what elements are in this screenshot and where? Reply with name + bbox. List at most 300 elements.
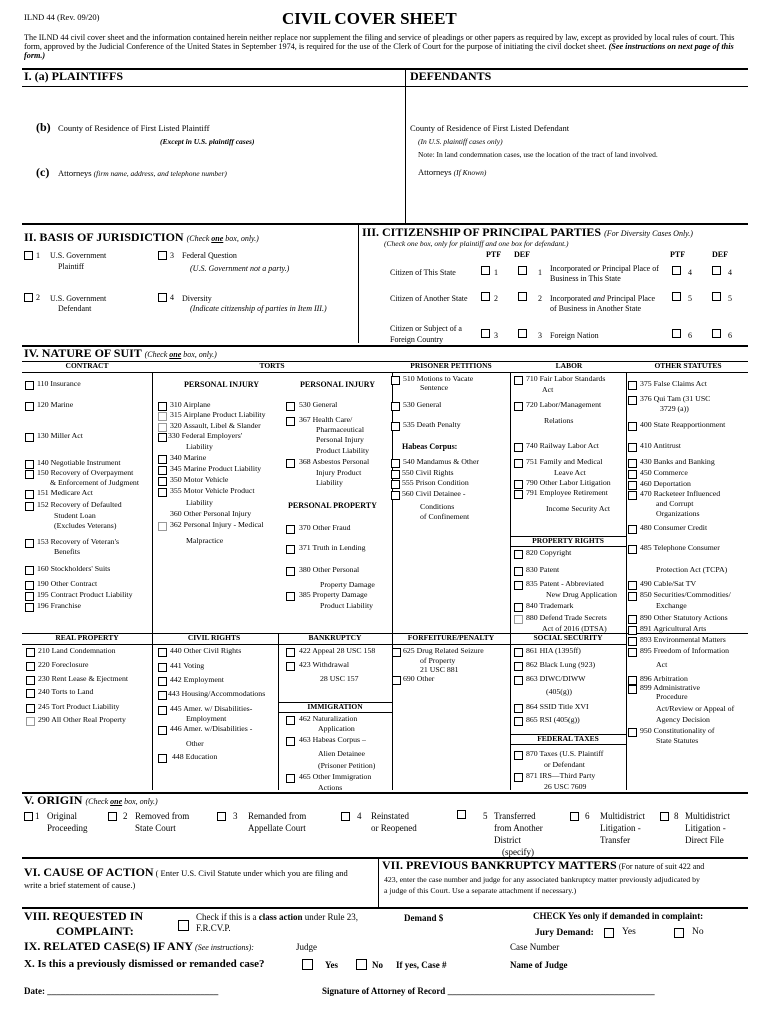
bankruptcy-item-0-checkbox[interactable] xyxy=(286,648,295,657)
property-item-1-checkbox[interactable] xyxy=(514,567,523,576)
other-item-20-checkbox[interactable] xyxy=(628,648,637,657)
contract-item-0-checkbox[interactable] xyxy=(25,381,34,390)
pi-item-2-checkbox[interactable] xyxy=(158,423,167,432)
other-item-6: 450 Commerce xyxy=(640,468,688,477)
federal_tax-item-2-checkbox[interactable] xyxy=(514,773,523,782)
citizen-another-state-ptf[interactable] xyxy=(481,292,490,301)
property-item-4-checkbox[interactable] xyxy=(514,603,523,612)
signature-field[interactable]: Signature of Attorney of Record ______________________________________________ xyxy=(322,986,655,996)
incorporated-another-state-def[interactable] xyxy=(712,292,721,301)
origin-5-sub: from Another xyxy=(494,823,543,833)
real-item-1: 220 Foreclosure xyxy=(38,660,89,669)
prisoner-item-0: 510 Motions to Vacate xyxy=(403,374,474,383)
pi-item-0: 310 Airplane xyxy=(170,400,211,409)
pi-item-10: 360 Other Personal Injury xyxy=(170,509,252,518)
contract-item-1-checkbox[interactable] xyxy=(25,402,34,411)
labor-item-0: 710 Fair Labor Standards xyxy=(526,374,606,383)
prisoner-item-0-checkbox[interactable] xyxy=(391,376,400,385)
labor-item-2-checkbox[interactable] xyxy=(514,402,523,411)
prisoner-item-5-checkbox[interactable] xyxy=(391,470,400,479)
other-item-15: 850 Securities/Commodities/ xyxy=(640,590,731,599)
labor-item-8: 791 Employee Retirement xyxy=(526,488,608,497)
incorporated-another-state-ptf[interactable] xyxy=(672,292,681,301)
personal-property-header: PERSONAL PROPERTY xyxy=(288,501,377,510)
ptf-header: PTF xyxy=(486,250,502,259)
contract-item-3-checkbox[interactable] xyxy=(25,460,34,469)
immigration-item-0-checkbox[interactable] xyxy=(286,716,295,725)
pi-item-7-checkbox[interactable] xyxy=(158,477,167,486)
contract-item-5: & Enforcement of Judgment xyxy=(50,478,139,487)
origin-1-num: 1 xyxy=(35,811,40,821)
torts-header: TORTS xyxy=(259,361,285,370)
other-item-16: Exchange xyxy=(656,601,687,610)
contract-item-11: Benefits xyxy=(54,547,80,556)
citizen-this-state-ptf[interactable] xyxy=(481,266,490,275)
contract-item-7: 152 Recovery of Defaulted xyxy=(37,500,122,509)
jurisdiction-3-checkbox[interactable] xyxy=(158,251,167,260)
jurisdiction-2-checkbox[interactable] xyxy=(24,293,33,302)
federal-taxes-header-box xyxy=(510,734,626,745)
pi-item-1-checkbox[interactable] xyxy=(158,412,167,421)
other-item-3: 400 State Reapportionment xyxy=(640,420,726,429)
other-item-0-checkbox[interactable] xyxy=(628,381,637,390)
jurisdiction-4-num: 4 xyxy=(170,293,174,302)
dismissed-case-label: If yes, Case # xyxy=(396,960,447,970)
pi-item-1: 315 Airplane Product Liability xyxy=(170,410,266,419)
jury-yes-label: Yes xyxy=(622,927,636,937)
social-item-1-checkbox[interactable] xyxy=(514,662,523,671)
origin-2-num: 2 xyxy=(123,811,128,821)
real-item-1-checkbox[interactable] xyxy=(26,662,35,671)
contract-item-9: (Excludes Veterans) xyxy=(54,521,117,530)
other-item-2: 3729 (a)) xyxy=(660,404,689,413)
requested-sub: COMPLAINT: xyxy=(56,924,134,938)
jurisdiction-4-label: Diversity xyxy=(182,294,212,303)
pi-item-6-checkbox[interactable] xyxy=(158,466,167,475)
plaintiff-county-label: County of Residence of First Listed Plaintiff xyxy=(58,123,210,133)
other-item-22-checkbox[interactable] xyxy=(628,676,637,685)
r1-ptf-num: 1 xyxy=(494,268,498,277)
other-item-12-checkbox[interactable] xyxy=(628,545,637,554)
prisoner-item-8: Conditions xyxy=(420,502,455,511)
def-header: DEF xyxy=(514,250,530,259)
real-item-5-checkbox[interactable] xyxy=(26,717,35,726)
pi2-item-8: 370 Other Fraud xyxy=(299,523,351,532)
previous-bankruptcy-sub2: a judge of this Court. Use a separate attachment if necessary.) xyxy=(384,886,577,895)
origin-4-num: 4 xyxy=(357,811,362,821)
prisoner-item-2: 530 General xyxy=(403,400,442,409)
jury-yes-checkbox[interactable] xyxy=(604,928,614,938)
real-property-header: REAL PROPERTY xyxy=(55,633,119,642)
civil-item-8: 448 Education xyxy=(172,752,218,761)
other-item-15-checkbox[interactable] xyxy=(628,592,637,601)
property-item-5-checkbox[interactable] xyxy=(514,615,523,624)
other-item-20: 895 Freedom of Information xyxy=(640,646,729,655)
incorporated-another-state-label: Incorporated and Principal Place xyxy=(550,294,656,303)
civil-item-6-checkbox[interactable] xyxy=(158,726,167,735)
demand-label: Demand $ xyxy=(404,913,444,923)
r3-ptf-num-2: 6 xyxy=(688,331,692,340)
defendants-label: DEFENDANTS xyxy=(410,69,492,83)
social-item-4-checkbox[interactable] xyxy=(514,704,523,713)
origin-8-sub: Litigation - xyxy=(685,823,726,833)
other-item-9: and Corrupt xyxy=(656,499,694,508)
civil-item-2-checkbox[interactable] xyxy=(158,677,167,686)
origin-5-checkbox[interactable] xyxy=(457,810,466,819)
other-item-18-checkbox[interactable] xyxy=(628,626,637,635)
other-item-26: Agency Decision xyxy=(656,715,710,724)
pi2-item-9-checkbox[interactable] xyxy=(286,545,295,554)
other-item-5-checkbox[interactable] xyxy=(628,459,637,468)
bankruptcy-item-0: 422 Appeal 28 USC 158 xyxy=(299,646,376,655)
pi2-item-10-checkbox[interactable] xyxy=(286,567,295,576)
citizen-another-state-def[interactable] xyxy=(518,292,527,301)
prisoner-item-6: 555 Prison Condition xyxy=(402,478,469,487)
other-item-11-checkbox[interactable] xyxy=(628,525,637,534)
social-item-3: (405(g)) xyxy=(546,687,572,696)
contract-item-6-checkbox[interactable] xyxy=(25,490,34,499)
civil-item-3-checkbox[interactable] xyxy=(158,691,167,700)
property-rights-header: PROPERTY RIGHTS xyxy=(532,536,604,545)
page-title: CIVIL COVER SHEET xyxy=(282,9,457,28)
forfeiture-item-1: of Property xyxy=(420,656,456,665)
pi-item-3-checkbox[interactable] xyxy=(158,433,167,442)
citizen-this-state-label: Citizen of This State xyxy=(390,268,456,277)
origin-1-label: Original xyxy=(47,811,77,821)
jurisdiction-2-label: U.S. Government xyxy=(50,294,107,303)
social-item-1: 862 Black Lung (923) xyxy=(526,660,596,669)
origin-5-num: 5 xyxy=(483,811,488,821)
labor-header: LABOR xyxy=(555,361,583,370)
prisoner-item-7-checkbox[interactable] xyxy=(391,491,400,500)
real-item-2-checkbox[interactable] xyxy=(26,676,35,685)
labor-item-1: Act xyxy=(542,385,554,394)
habeas-header: Habeas Corpus: xyxy=(402,442,458,451)
prisoner-item-6-checkbox[interactable] xyxy=(391,480,400,489)
jurisdiction-3-label: Federal Question xyxy=(182,251,237,260)
origin-8-checkbox[interactable] xyxy=(660,812,669,821)
defendant-county-label: County of Residence of First Listed Defendant xyxy=(410,123,570,133)
r3-ptf-num: 3 xyxy=(494,331,498,340)
other-item-4-checkbox[interactable] xyxy=(628,443,637,452)
class-action-checkbox[interactable] xyxy=(178,920,189,931)
origin-5-sub3: (specify) xyxy=(502,847,534,857)
pi2-item-8-checkbox[interactable] xyxy=(286,525,295,534)
pi2-item-13: Product Liability xyxy=(320,601,374,610)
forfeiture-item-0-checkbox[interactable] xyxy=(392,648,401,657)
property-item-0: 820 Copyright xyxy=(526,548,572,557)
foreign-nation-ptf[interactable] xyxy=(672,329,681,338)
real-item-5: 290 All Other Real Property xyxy=(38,715,126,724)
r2-ptf-num: 2 xyxy=(494,294,498,303)
contract-item-4: 150 Recovery of Overpayment xyxy=(37,468,134,477)
prisoner-item-2-checkbox[interactable] xyxy=(391,402,400,411)
origin-2-label: Removed from xyxy=(135,811,190,821)
contract-item-0: 110 Insurance xyxy=(37,379,81,388)
c-label: (c) xyxy=(36,165,50,179)
property-item-0-checkbox[interactable] xyxy=(514,550,523,559)
property-item-6: Act of 2016 (DTSA) xyxy=(542,624,607,633)
social-item-2-checkbox[interactable] xyxy=(514,676,523,685)
demand-input[interactable] xyxy=(454,910,524,924)
other-item-18: 891 Agricultural Arts xyxy=(640,624,707,633)
contract-item-13-checkbox[interactable] xyxy=(25,581,34,590)
incorporated-this-state-label: Incorporated or Principal Place of xyxy=(550,264,659,273)
pi2-item-3: Personal Injury xyxy=(316,435,364,444)
defendants-field[interactable] xyxy=(406,88,746,116)
foreign-subject-def[interactable] xyxy=(518,329,527,338)
incorporated-this-state-def[interactable] xyxy=(712,266,721,275)
foreign-subject-ptf[interactable] xyxy=(481,329,490,338)
pi2-item-5: 368 Asbestos Personal xyxy=(299,457,370,466)
civil-item-0-checkbox[interactable] xyxy=(158,648,167,657)
foreign-nation-label: Foreign Nation xyxy=(550,331,599,340)
immigration-item-2-checkbox[interactable] xyxy=(286,737,295,746)
plaintiffs-field[interactable] xyxy=(24,88,402,116)
labor-item-7-checkbox[interactable] xyxy=(514,480,523,489)
immigration-item-0: 462 Naturalization xyxy=(299,714,358,723)
contract-item-2-checkbox[interactable] xyxy=(25,433,34,442)
date-field[interactable]: Date: ______________________________________ xyxy=(24,986,219,996)
origin-4-checkbox[interactable] xyxy=(341,812,350,821)
contract-item-12-checkbox[interactable] xyxy=(25,566,34,575)
origin-5-sub2: District xyxy=(494,835,521,845)
immigration-item-5-checkbox[interactable] xyxy=(286,774,295,783)
property-item-2-checkbox[interactable] xyxy=(514,581,523,590)
other-item-17-checkbox[interactable] xyxy=(628,615,637,624)
pi-item-8-checkbox[interactable] xyxy=(158,488,167,497)
foreign-nation-def[interactable] xyxy=(712,329,721,338)
pi2-item-9: 371 Truth in Lending xyxy=(299,543,366,552)
contract-item-10-checkbox[interactable] xyxy=(25,539,34,548)
dismissed-judge-label: Name of Judge xyxy=(510,960,568,970)
jury-no-label: No xyxy=(692,927,704,937)
contract-item-12: 160 Stockholders' Suits xyxy=(37,564,111,573)
prisoner-item-5: 550 Civil Rights xyxy=(402,468,454,477)
federal_tax-item-0: 870 Taxes (U.S. Plaintiff xyxy=(526,749,604,758)
other-item-1: 376 Qui Tam (31 USC xyxy=(640,394,711,403)
dismissed-question: X. Is this a previously dismissed or remanded case? xyxy=(24,958,265,970)
prisoner-item-9: of Confinement xyxy=(420,512,470,521)
real-item-4-checkbox[interactable] xyxy=(26,704,35,713)
pi2-item-12: 385 Property Damage xyxy=(299,590,368,599)
incorporated-this-state-ptf[interactable] xyxy=(672,266,681,275)
r1-def-num-2: 4 xyxy=(728,268,732,277)
real-item-3-checkbox[interactable] xyxy=(26,689,35,698)
social-item-0-checkbox[interactable] xyxy=(514,648,523,657)
jurisdiction-3-num: 3 xyxy=(170,251,174,260)
other-item-21: Act xyxy=(656,660,668,669)
other-item-7: 460 Deportation xyxy=(640,479,691,488)
contract-item-3: 140 Negotiable Instrument xyxy=(37,458,121,467)
labor-item-4-checkbox[interactable] xyxy=(514,443,523,452)
other-item-6-checkbox[interactable] xyxy=(628,470,637,479)
other-item-10: Organizations xyxy=(656,509,700,518)
other-item-8-checkbox[interactable] xyxy=(628,491,637,500)
pi-item-2: 320 Assault, Libel & Slander xyxy=(170,421,261,430)
other-item-19: 893 Environmental Matters xyxy=(640,635,726,644)
origin-8-label: Multidistrict xyxy=(685,811,730,821)
real-item-2: 230 Rent Lease & Ejectment xyxy=(38,674,129,683)
civil-item-4-checkbox[interactable] xyxy=(158,706,167,715)
pi2-item-0: 530 General xyxy=(299,400,338,409)
origin-6-num: 6 xyxy=(585,811,590,821)
origin-8-num: 8 xyxy=(674,811,679,821)
forfeiture-header: FORFEITURE/PENALTY xyxy=(407,633,495,642)
prisoner-item-4: 540 Mandamus & Other xyxy=(403,457,480,466)
pi2-item-4: Product Liability xyxy=(316,446,370,455)
labor-item-4: 740 Railway Labor Act xyxy=(526,441,599,450)
bankruptcy-header: BANKRUPTCY xyxy=(308,633,362,642)
origin-3-label: Remanded from xyxy=(248,811,307,821)
related-cases-title: IX. RELATED CASE(S) IF ANY (See instructions): xyxy=(24,939,254,953)
other-item-11: 480 Consumer Credit xyxy=(640,523,708,532)
citizen-this-state-def[interactable] xyxy=(518,266,527,275)
other-statutes-header: OTHER STATUTES xyxy=(654,361,722,370)
labor-item-0-checkbox[interactable] xyxy=(514,376,523,385)
plaintiff-county-note: (Except in U.S. plaintiff cases) xyxy=(160,137,255,146)
civil-item-6: 446 Amer. w/Disabilities - xyxy=(170,724,253,733)
defendant-attorneys-label: Attorneys (If Known) xyxy=(418,167,487,177)
contract-item-7-checkbox[interactable] xyxy=(25,502,34,511)
immigration-item-3: Alien Detainee xyxy=(318,749,365,758)
forfeiture-item-3-checkbox[interactable] xyxy=(392,676,401,685)
pi2-item-1-checkbox[interactable] xyxy=(286,417,295,426)
civil-item-5: Employment xyxy=(186,714,227,723)
ptf-header-2: PTF xyxy=(670,250,686,259)
pi-item-5-checkbox[interactable] xyxy=(158,455,167,464)
other-item-7-checkbox[interactable] xyxy=(628,481,637,490)
civil-item-1-checkbox[interactable] xyxy=(158,663,167,672)
jurisdiction-1-num: 1 xyxy=(36,251,40,260)
other-item-1-checkbox[interactable] xyxy=(628,396,637,405)
contract-item-15-checkbox[interactable] xyxy=(25,603,34,612)
citizenship-title: III. CITIZENSHIP OF PRINCIPAL PARTIES (For Diversity Cases Only.) xyxy=(362,225,693,239)
origin-6-checkbox[interactable] xyxy=(570,812,579,821)
federal-taxes-header: FEDERAL TAXES xyxy=(537,734,599,743)
pi2-item-5-checkbox[interactable] xyxy=(286,459,295,468)
contract-item-2: 130 Miller Act xyxy=(37,431,83,440)
social-item-4: 864 SSID Title XVI xyxy=(526,702,589,711)
property-rights-header-box xyxy=(510,536,626,547)
origin-1-checkbox[interactable] xyxy=(24,812,33,821)
origin-3-num: 3 xyxy=(233,811,238,821)
jurisdiction-title: II. BASIS OF JURISDICTION (Check one box, only.) xyxy=(24,230,259,244)
other-item-14-checkbox[interactable] xyxy=(628,581,637,590)
jury-demand-label: Jury Demand: xyxy=(535,928,594,938)
real-item-0: 210 Land Condemnation xyxy=(38,646,116,655)
immigration-item-4: (Prisoner Petition) xyxy=(318,761,376,770)
jurisdiction-2-sub: Defendant xyxy=(58,304,92,313)
pi-item-3: 330 Federal Employers' xyxy=(168,431,243,440)
federal_tax-item-2: 871 IRS—Third Party xyxy=(526,771,596,780)
origin-3-checkbox[interactable] xyxy=(217,812,226,821)
other-item-0: 375 False Claims Act xyxy=(640,379,707,388)
land-condemnation-note: Note: In land condemnation cases, use the location of the tract of land involved. xyxy=(418,150,658,159)
pi2-item-10: 380 Other Personal xyxy=(299,565,360,574)
dismissed-yes-checkbox[interactable] xyxy=(302,959,313,970)
contract-item-4-checkbox[interactable] xyxy=(25,470,34,479)
contract-item-14: 195 Contract Product Liability xyxy=(37,590,133,599)
other-item-22: 896 Arbitration xyxy=(640,674,688,683)
civil-item-0: 440 Other Civil Rights xyxy=(170,646,242,655)
pi-item-12: Malpractice xyxy=(186,536,224,545)
labor-item-5: 751 Family and Medical xyxy=(526,457,603,466)
labor-item-8-checkbox[interactable] xyxy=(514,490,523,499)
jurisdiction-4-checkbox[interactable] xyxy=(158,293,167,302)
prisoner-item-4-checkbox[interactable] xyxy=(391,459,400,468)
labor-item-6: Leave Act xyxy=(554,468,586,477)
foreign-subject-label: Citizen or Subject of a xyxy=(390,324,462,333)
jurisdiction-4-sub: (Indicate citizenship of parties in Item III.) xyxy=(190,304,327,313)
labor-item-5-checkbox[interactable] xyxy=(514,459,523,468)
civil-item-7: Other xyxy=(186,739,204,748)
b-label: (b) xyxy=(36,120,51,134)
other-item-28: State Statutes xyxy=(656,736,699,745)
labor-item-7: 790 Other Labor Litigation xyxy=(526,478,611,487)
forfeiture-item-3: 690 Other xyxy=(403,674,435,683)
civil-item-1: 441 Voting xyxy=(170,661,205,670)
prisoner-item-3-checkbox[interactable] xyxy=(391,422,400,431)
other-item-19-checkbox[interactable] xyxy=(628,637,637,646)
social-security-header: SOCIAL SECURITY xyxy=(533,633,603,642)
civil-item-3: 443 Housing/Accommodations xyxy=(168,689,266,698)
citizenship-note: (Check one box, only for plaintiff and one box for defendant.) xyxy=(384,239,569,248)
other-item-3-checkbox[interactable] xyxy=(628,422,637,431)
jury-no-checkbox[interactable] xyxy=(674,928,684,938)
other-item-23-checkbox[interactable] xyxy=(628,685,637,694)
contract-item-8: Student Loan xyxy=(54,511,96,520)
federal_tax-item-1: or Defendant xyxy=(544,760,585,769)
other-item-24: Procedure xyxy=(656,692,688,701)
other-item-27-checkbox[interactable] xyxy=(628,728,637,737)
citizen-another-state-label: Citizen of Another State xyxy=(390,294,468,303)
pi-item-4: Liability xyxy=(186,442,213,451)
bankruptcy-item-1-checkbox[interactable] xyxy=(286,662,295,671)
civil-item-2: 442 Employment xyxy=(170,675,224,684)
real-item-0-checkbox[interactable] xyxy=(26,648,35,657)
social-item-0: 861 HIA (1395ff) xyxy=(526,646,581,655)
pi-item-0-checkbox[interactable] xyxy=(158,402,167,411)
origin-6-label: Multidistrict xyxy=(600,811,645,821)
incorporated-this-state-sub: Business in This State xyxy=(550,274,621,283)
pi2-item-12-checkbox[interactable] xyxy=(286,592,295,601)
pi-item-8: 355 Motor Vehicle Product xyxy=(170,486,255,495)
pi-item-11-checkbox[interactable] xyxy=(158,522,167,531)
civil-item-8-checkbox[interactable] xyxy=(158,754,167,763)
dismissed-no-checkbox[interactable] xyxy=(356,959,367,970)
jurisdiction-1-label: U.S. Government xyxy=(50,251,107,260)
property-item-5: 880 Defend Trade Secrets xyxy=(526,613,607,622)
federal_tax-item-0-checkbox[interactable] xyxy=(514,751,523,760)
plaintiff-attorneys-label: Attorneys (firm name, address, and telephone number) xyxy=(58,168,227,178)
defendant-county-note: (In U.S. plaintiff cases only) xyxy=(418,137,503,146)
origin-3-sub: Appellate Court xyxy=(248,823,306,833)
r3-def-num-2: 6 xyxy=(728,331,732,340)
jurisdiction-1-checkbox[interactable] xyxy=(24,251,33,260)
contract-item-14-checkbox[interactable] xyxy=(25,592,34,601)
origin-2-checkbox[interactable] xyxy=(108,812,117,821)
origin-4-sub: or Reopened xyxy=(371,823,417,833)
prisoner-item-3: 535 Death Penalty xyxy=(403,420,461,429)
property-item-2: 835 Patent - Abbreviated xyxy=(526,579,604,588)
previous-bankruptcy-sub: 423, enter the case number and judge for any associated bankruptcy matter previously adjudicated by xyxy=(384,875,700,884)
immigration-item-5: 465 Other Immigration xyxy=(299,772,372,781)
pi2-item-0-checkbox[interactable] xyxy=(286,402,295,411)
incorporated-another-state-sub: of Business in Another State xyxy=(550,304,642,313)
property-item-3: New Drug Application xyxy=(546,590,618,599)
social-item-5-checkbox[interactable] xyxy=(514,717,523,726)
